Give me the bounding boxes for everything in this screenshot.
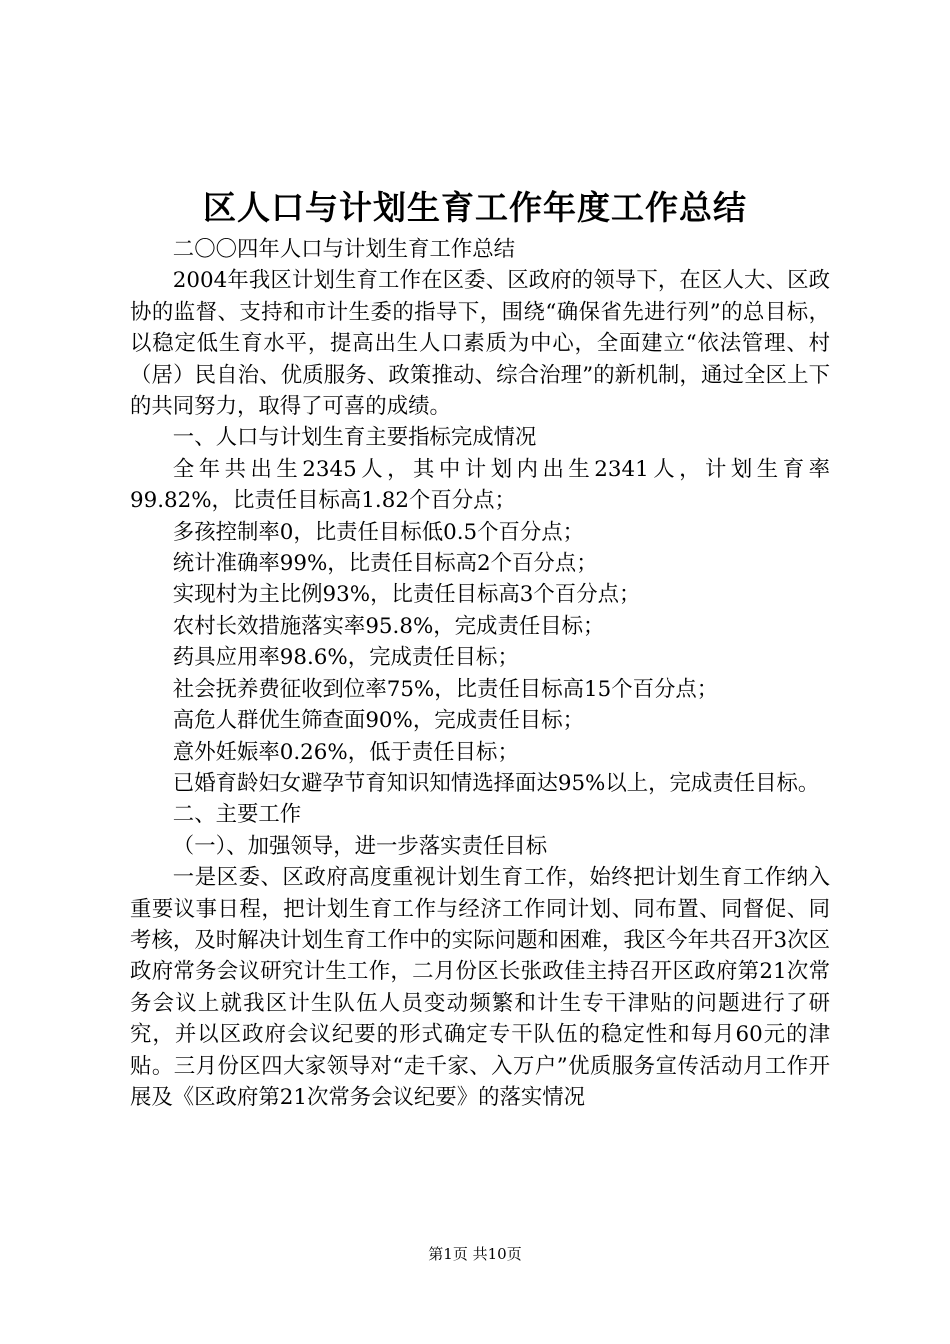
- indicator-item: 已婚育龄妇女避孕节育知识知情选择面达95%以上，完成责任目标。: [172, 770, 820, 796]
- indicator-item: 药具应用率98.6%，完成责任目标；: [172, 645, 519, 671]
- indicator-item: 农村长效措施落实率95.8%，完成责任目标；: [172, 613, 605, 639]
- page-footer: 第1页 共10页: [428, 1245, 522, 1263]
- document-body: [130, 234, 830, 1113]
- indicator-item: 实现村为主比例93%，比责任目标高3个百分点；: [172, 582, 641, 608]
- subsection-heading: （一）、加强领导，进一步落实责任目标: [172, 833, 548, 859]
- paragraph: 一是区委、区政府高度重视计划生育工作，始终把计划生育工作纳入重要议事日程，把计划生育工作与经济工作同计划、同布置、同督促、同考核，及时解决计划生育工作中的实际问题和困难，我区今年共召开3次区政府常务会议研究计生工作，二月份区长张政佳主持召开区政府第21次常务会议上就我区计生队伍人员变动频繁和计生专干津贴的问题进行了研究，并以区政府会议纪要的形式确定专干队伍的稳定性和每月60元的津贴。三月份区四大家领导对“走千家、入万户”优质服务宣传活动月工作开展及《区政府第21次常务会议纪要》的落实情况: [130, 865, 830, 1110]
- indicator-item: 多孩控制率0，比责任目标低0.5个百分点；: [172, 519, 585, 545]
- indicator-item: 全年共出生2345人，其中计划内出生2341人，计划生育率99.82%，比责任目标高1.82个百分点；: [130, 456, 830, 514]
- indicator-item: 高危人群优生筛查面90%，完成责任目标；: [172, 708, 584, 734]
- paragraph: 二〇〇四年人口与计划生育工作总结: [172, 237, 516, 262]
- indicator-item: 社会抚养费征收到位率75%，比责任目标高15个百分点；: [172, 676, 719, 702]
- paragraph: 2004年我区计划生育工作在区委、区政府的领导下，在区人大、区政协的监督、支持和市计生委的指导下，围绕“确保省先进行列”的总目标，以稳定低生育水平，提高出生人口素质为中心，全面建立“依法管理、村（居）民自治、优质服务、政策推动、综合治理”的新机制，通过全区上下的共同努力，取得了可喜的成绩。: [130, 268, 830, 420]
- indicator-item: 意外妊娠率0.26%，低于责任目标；: [172, 739, 519, 765]
- section-heading: 二、主要工作: [172, 802, 302, 828]
- section-heading: 一、人口与计划生育主要指标完成情况: [172, 425, 537, 451]
- indicator-item: 统计准确率99%，比责任目标高2个百分点；: [172, 551, 598, 577]
- document-title: 区人口与计划生育工作年度工作总结: [203, 188, 747, 227]
